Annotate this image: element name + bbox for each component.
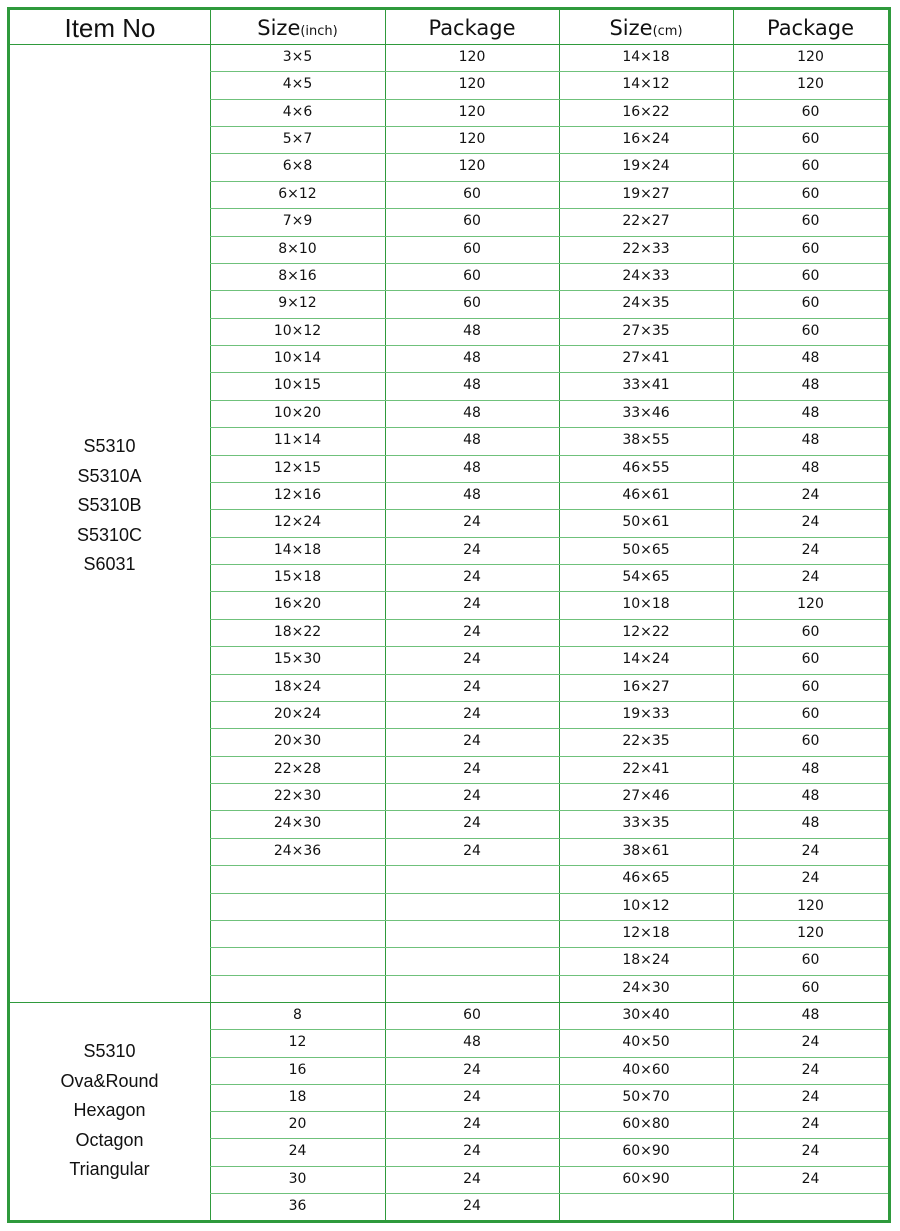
package-inch-cell: 120 [458,158,486,175]
size-cm-cell: 50×70 [622,1088,670,1105]
size-inch-cell: 11×14 [273,432,322,449]
package-inch-cell: 60 [463,213,481,230]
package-inch-cell: 24 [463,1088,481,1105]
package-inch-cell: 48 [463,486,481,503]
size-inch-cell: 15×18 [273,569,322,586]
item-number: S5310 [83,436,136,457]
header-item-no: Item No [64,13,156,43]
size-inch-cell: 6×8 [282,158,313,175]
package-cm-cell: 60 [801,131,820,148]
size-inch-cell: 30 [288,1170,307,1187]
size-inch-cell: 16 [288,1061,307,1078]
package-inch-cell: 120 [458,103,486,120]
size-cm-cell: 22×33 [622,240,670,257]
package-inch-cell: 120 [458,76,486,93]
package-inch-cell: 24 [463,733,481,750]
size-cm-cell: 16×22 [622,103,670,120]
size-cm-cell: 46×65 [622,870,670,887]
package-cm-cell: 24 [801,870,820,887]
size-cm-cell: 33×35 [622,815,670,832]
size-cm-cell: 16×24 [622,131,670,148]
package-inch-cell: 24 [463,569,481,586]
size-cm-cell: 14×24 [622,651,670,668]
package-inch-cell: 60 [463,295,481,312]
header-size-cm: Size(cm) [609,16,683,40]
item-number-list [10,1037,209,1185]
size-cm-cell: 27×35 [622,322,670,339]
package-cm-cell [733,1193,888,1220]
package-inch-cell: 24 [463,705,481,722]
item-number: S5310 [83,1041,136,1062]
size-inch-cell: 20×24 [273,705,322,722]
package-inch-cell: 24 [463,842,481,859]
package-cm-cell: 120 [797,596,824,613]
item-number: S5310A [77,465,142,486]
size-inch-cell: 22×30 [273,788,322,805]
package-inch-cell: 24 [463,1197,481,1214]
package-cm-cell: 48 [801,350,820,367]
size-cm-cell: 19×27 [622,185,670,202]
package-cm-cell: 24 [801,569,820,586]
size-cm-cell: 22×41 [622,760,670,777]
package-cm-cell: 60 [801,213,820,230]
size-cm-cell: 33×41 [622,377,670,394]
size-cm-cell: 24×30 [622,979,670,996]
package-cm-cell: 60 [801,979,820,996]
package-inch-cell: 60 [463,1007,481,1023]
size-inch-cell [210,975,385,1002]
package-inch-cell: 24 [463,815,481,832]
size-inch-cell: 7×9 [282,213,313,230]
package-inch-cell: 48 [463,1034,481,1051]
package-cm-cell: 48 [801,788,820,805]
package-inch-cell: 48 [463,350,481,367]
package-cm-cell: 48 [801,815,820,832]
package-cm-cell: 48 [801,432,820,449]
header-package-1: Package [428,16,516,40]
package-cm-cell: 60 [801,158,820,175]
package-inch-cell [385,893,559,920]
size-inch-cell: 10×15 [273,377,322,394]
size-inch-cell [210,920,385,947]
package-inch-cell: 24 [463,788,481,805]
size-inch-cell: 8×10 [278,240,317,257]
package-inch-cell: 48 [463,322,481,339]
size-cm-cell: 19×33 [622,705,670,722]
size-inch-cell: 18 [288,1088,307,1105]
size-inch-cell: 15×30 [273,651,322,668]
size-inch-cell [210,947,385,974]
package-inch-cell: 48 [463,377,481,394]
package-inch-cell: 24 [463,678,481,695]
size-cm-cell: 10×12 [622,897,670,914]
size-inch-cell: 24×30 [273,815,322,832]
package-cm-cell: 60 [801,240,820,257]
item-number: Triangular [69,1159,150,1180]
size-cm-cell: 22×35 [622,733,670,750]
package-inch-cell: 48 [463,404,481,421]
size-cm-cell: 24×33 [622,267,670,284]
size-cm-cell: 40×60 [622,1061,670,1078]
package-cm-cell: 48 [801,377,820,394]
package-cm-cell: 24 [801,842,820,859]
package-cm-cell: 60 [801,322,820,339]
package-cm-cell: 120 [797,897,824,914]
size-cm-cell: 22×27 [622,213,670,230]
package-inch-cell: 120 [458,131,486,148]
size-cm-cell: 12×22 [622,623,670,640]
package-cm-cell: 24 [801,514,820,531]
size-inch-cell: 8×16 [278,267,317,284]
package-cm-cell: 60 [801,952,820,969]
package-cm-cell: 60 [801,295,820,312]
package-inch-cell [385,975,559,1002]
package-cm-cell: 60 [801,623,820,640]
size-inch-cell [210,893,385,920]
package-inch-cell: 24 [463,596,481,613]
size-cm-cell: 50×65 [622,541,670,558]
size-cm-cell: 33×46 [622,404,670,421]
size-cm-cell: 12×18 [622,924,670,941]
size-cm-cell: 24×35 [622,295,670,312]
package-cm-cell: 60 [801,705,820,722]
package-cm-cell: 24 [801,1116,820,1132]
size-cm-cell: 10×18 [622,596,670,613]
package-cm-cell: 24 [801,1061,820,1078]
package-inch-cell: 24 [463,514,481,531]
size-inch-cell: 18×24 [273,678,322,695]
package-cm-cell: 120 [797,76,824,93]
size-cm-cell: 27×41 [622,350,670,367]
header-package-2: Package [766,16,855,40]
package-inch-cell: 60 [463,267,481,284]
package-cm-cell: 24 [801,1034,820,1051]
size-inch-cell: 10×12 [273,322,322,339]
size-inch-cell: 10×20 [273,404,322,421]
size-inch-cell: 5×7 [282,131,313,148]
size-inch-cell: 4×5 [282,76,313,93]
package-inch-cell: 24 [463,1143,481,1160]
item-number: S6031 [83,554,136,575]
package-inch-cell [385,920,559,947]
package-inch-cell: 48 [463,432,481,449]
item-number: Hexagon [73,1100,146,1121]
package-cm-cell: 60 [801,185,820,202]
size-cm-cell: 50×61 [622,514,670,531]
package-inch-cell: 24 [463,541,481,558]
package-inch-cell: 24 [463,760,481,777]
package-inch-cell [385,947,559,974]
size-cm-cell: 46×61 [622,486,670,503]
package-inch-cell: 48 [463,459,481,476]
package-cm-cell: 120 [797,924,824,941]
item-number: S5310B [77,495,142,516]
package-cm-cell: 120 [797,49,824,65]
size-inch-cell: 24×36 [273,842,322,859]
size-inch-cell: 12×16 [273,486,322,503]
size-inch-cell: 10×14 [273,350,322,367]
size-inch-cell: 20×30 [273,733,322,750]
header-size-inch: Size(inch) [257,16,338,40]
size-inch-cell: 4×6 [282,103,313,120]
package-cm-cell: 48 [801,404,820,421]
size-inch-cell: 24 [288,1143,307,1160]
size-cm-cell: 60×80 [622,1116,670,1132]
package-inch-cell: 24 [463,1061,481,1078]
size-inch-cell: 3×5 [282,49,313,65]
size-inch-cell: 14×18 [273,541,322,558]
size-cm-cell: 18×24 [622,952,670,969]
size-cm-cell: 60×90 [622,1143,670,1160]
item-number: Octagon [75,1129,144,1150]
package-inch-cell: 60 [463,240,481,257]
package-cm-cell: 60 [801,103,820,120]
size-cm-cell: 30×40 [622,1007,670,1023]
package-cm-cell: 24 [801,541,820,558]
size-inch-cell: 22×28 [273,760,322,777]
package-cm-cell: 24 [801,1143,820,1160]
package-inch-cell: 24 [463,1116,481,1132]
size-cm-cell: 14×18 [622,49,670,65]
package-cm-cell: 48 [801,1007,820,1023]
package-inch-cell [385,865,559,892]
package-cm-cell: 60 [801,651,820,668]
size-cm-cell: 14×12 [622,76,670,93]
item-number: Ova&Round [60,1070,159,1091]
package-cm-cell: 60 [801,267,820,284]
size-cm-cell: 40×50 [622,1034,670,1051]
size-inch-cell: 36 [288,1197,307,1214]
size-inch-cell: 20 [288,1116,307,1132]
size-cm-cell: 60×90 [622,1170,670,1187]
size-inch-cell: 12 [288,1034,307,1051]
package-cm-cell: 60 [801,678,820,695]
size-inch-cell: 8 [293,1007,302,1023]
item-number-list [10,432,209,580]
package-inch-cell: 24 [463,1170,481,1187]
size-cm-cell: 27×46 [622,788,670,805]
package-cm-cell: 48 [801,760,820,777]
size-cm-cell: 19×24 [622,158,670,175]
size-inch-cell: 16×20 [273,596,322,613]
size-cm-cell: 38×61 [622,842,670,859]
size-inch-cell: 12×15 [273,459,322,476]
size-cm-cell: 16×27 [622,678,670,695]
size-cm-cell: 46×55 [622,459,670,476]
package-cm-cell: 24 [801,1088,820,1105]
size-inch-cell [210,865,385,892]
package-cm-cell: 60 [801,733,820,750]
package-cm-cell: 24 [801,486,820,503]
size-inch-cell: 9×12 [278,295,317,312]
size-inch-cell: 6×12 [278,185,317,202]
size-inch-cell: 18×22 [273,623,322,640]
package-inch-cell: 120 [458,49,486,65]
package-inch-cell: 60 [463,185,481,202]
package-cm-cell: 24 [801,1170,820,1187]
package-cm-cell: 48 [801,459,820,476]
package-inch-cell: 24 [463,651,481,668]
size-cm-cell: 54×65 [622,569,670,586]
size-inch-cell: 12×24 [273,514,322,531]
item-number: S5310C [76,524,143,545]
package-inch-cell: 24 [463,623,481,640]
size-cm-cell [559,1193,733,1220]
size-cm-cell: 38×55 [622,432,670,449]
